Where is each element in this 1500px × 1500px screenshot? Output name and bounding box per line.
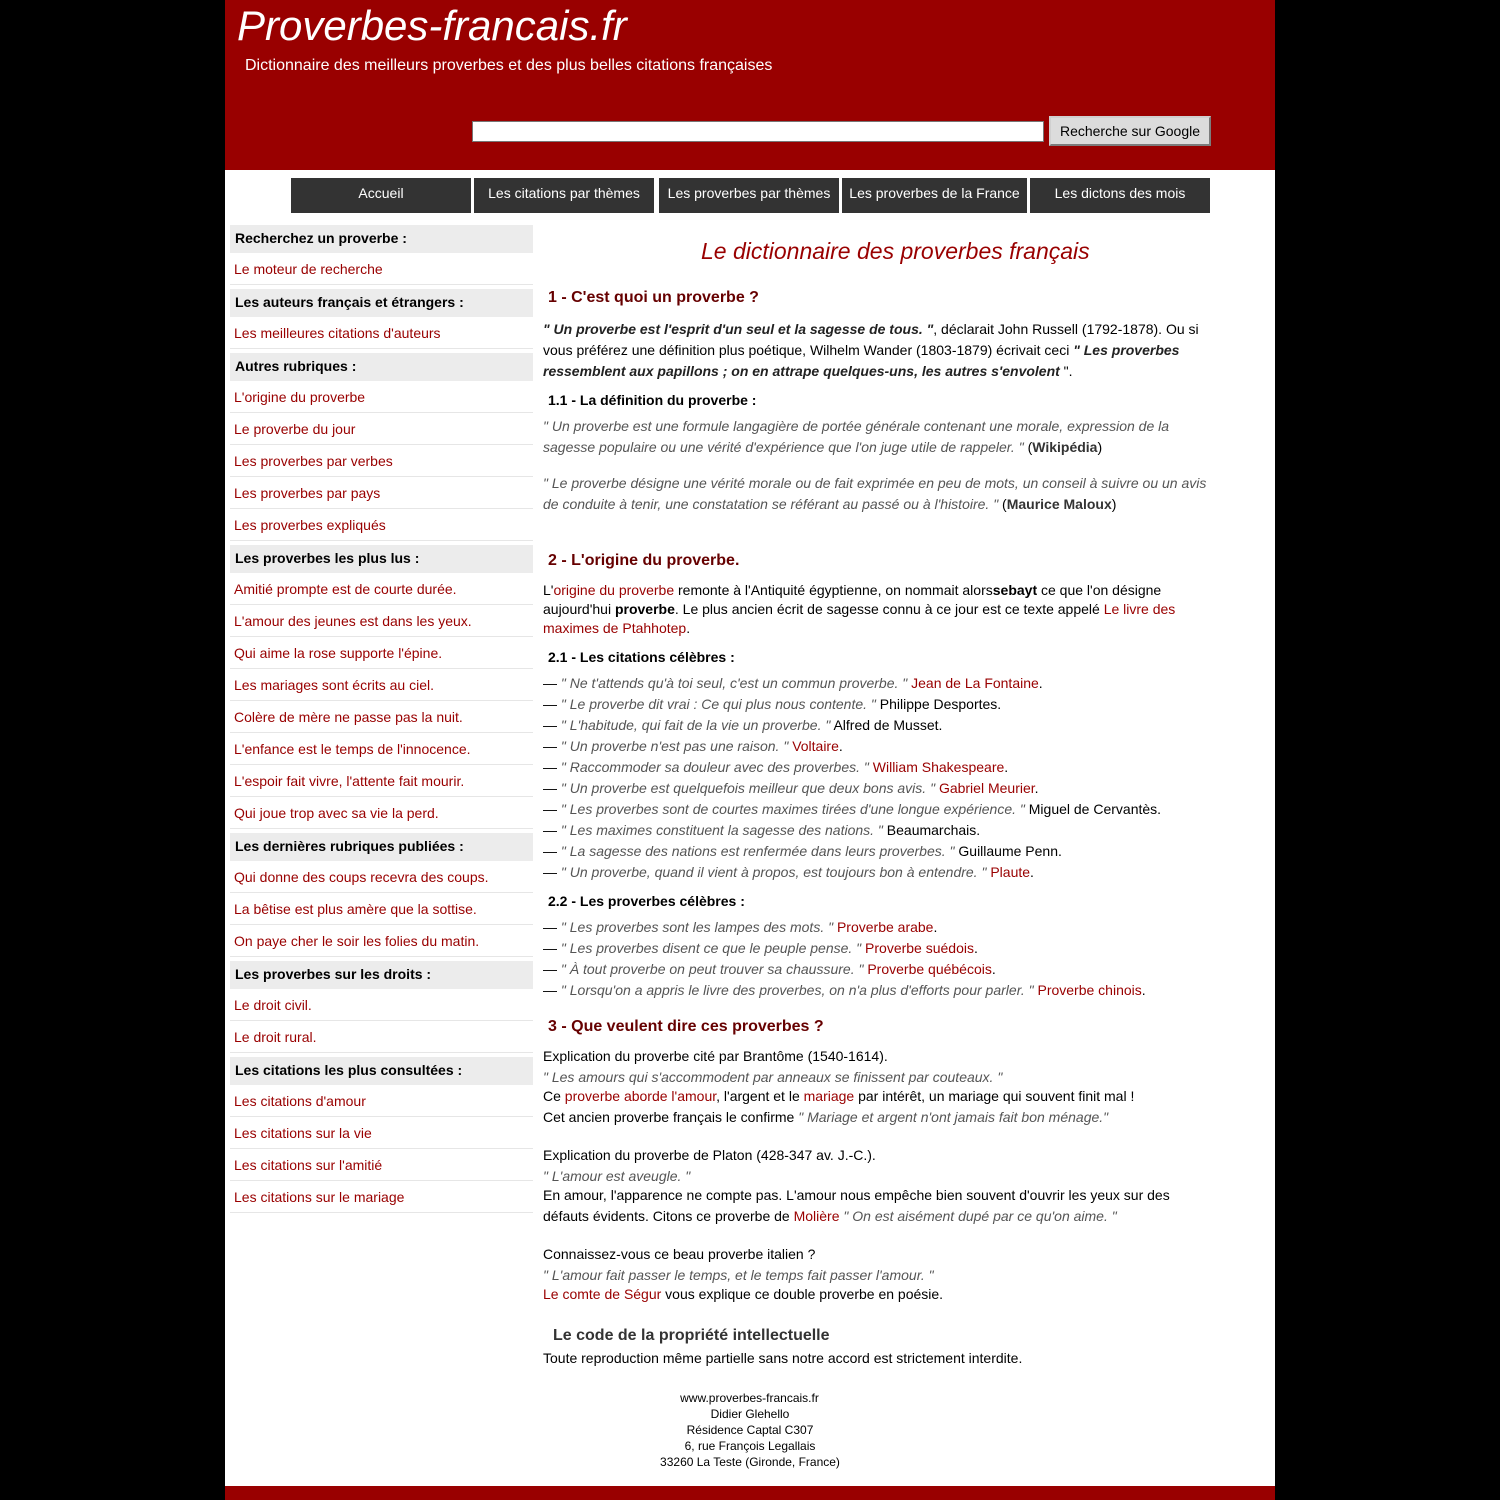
site-subtitle: Dictionnaire des meilleurs proverbes et des plus belles citations françaises bbox=[245, 57, 773, 74]
footer-address bbox=[225, 1390, 1275, 1470]
wander-quote-start: " Les proverbes bbox=[1073, 342, 1180, 358]
quote-text: " Un proverbe n'est pas une raison. " bbox=[560, 738, 789, 754]
author-link[interactable]: Proverbe arabe bbox=[836, 919, 934, 935]
footer-city: 33260 La Teste (Gironde, France) bbox=[660, 1455, 840, 1469]
author-name: Philippe Desportes. bbox=[879, 696, 1002, 712]
quote-text: " Le proverbe dit vrai : Ce qui plus nous contente. " bbox=[560, 696, 876, 712]
sidebar-link[interactable]: L'enfance est le temps de l'innocence. bbox=[230, 735, 533, 765]
sidebar-link[interactable]: Les mariages sont écrits au ciel. bbox=[230, 671, 533, 701]
sidebar-link[interactable]: Les citations d'amour bbox=[230, 1087, 533, 1117]
nav-citations-themes[interactable]: Les citations par thèmes bbox=[474, 178, 654, 213]
em-dash: — bbox=[543, 780, 561, 796]
s3-text: vous explique ce double proverbe en poésie. bbox=[661, 1286, 944, 1302]
proverbe-term: proverbe bbox=[614, 601, 675, 617]
punctuation: . bbox=[973, 940, 978, 956]
definition-2-line-2 bbox=[543, 496, 1116, 512]
sidebar-heading: Recherchez un proverbe : bbox=[230, 225, 533, 253]
punctuation: . bbox=[933, 919, 938, 935]
footer-street: 6, rue François Legallais bbox=[684, 1439, 816, 1453]
site-header bbox=[225, 0, 1275, 170]
quote-text: " Les maximes constituent la sagesse des nations. " bbox=[560, 822, 883, 838]
explanation-1-confirm bbox=[543, 1109, 1108, 1125]
quote-row bbox=[543, 675, 1043, 691]
quote-text: " Les proverbes sont les lampes des mots. " bbox=[560, 919, 834, 935]
sidebar-link[interactable]: Les proverbes par pays bbox=[230, 479, 533, 509]
source-maloux: Maurice Maloux bbox=[1006, 496, 1112, 512]
sidebar-link[interactable]: Colère de mère ne passe pas la nuit. bbox=[230, 703, 533, 733]
em-dash: — bbox=[543, 801, 561, 817]
sidebar-group bbox=[230, 353, 533, 541]
sidebar bbox=[230, 225, 533, 1213]
em-dash: — bbox=[543, 864, 561, 880]
s1-text: ". bbox=[1059, 363, 1073, 379]
nav-proverbes-themes[interactable]: Les proverbes par thèmes bbox=[659, 178, 839, 213]
s2-line-2 bbox=[543, 601, 1175, 617]
punctuation: . bbox=[838, 738, 843, 754]
moliere-quote: " On est aisément dupé par ce qu'on aime. " bbox=[839, 1208, 1117, 1224]
footer-website: www.proverbes-francais.fr bbox=[680, 1391, 819, 1405]
author-link[interactable]: Jean de La Fontaine bbox=[911, 675, 1039, 691]
s2-line-3 bbox=[543, 620, 690, 636]
em-dash: — bbox=[543, 822, 561, 838]
paren: ) bbox=[1111, 496, 1117, 512]
quote-row bbox=[543, 982, 1146, 998]
paren: ) bbox=[1097, 439, 1103, 455]
s3-text: Cet ancien proverbe français le confirme bbox=[543, 1109, 799, 1125]
sidebar-heading: Autres rubriques : bbox=[230, 353, 533, 381]
sidebar-link[interactable]: Le droit rural. bbox=[230, 1023, 533, 1053]
em-dash: — bbox=[543, 940, 561, 956]
em-dash: — bbox=[543, 759, 561, 775]
quote-row bbox=[543, 717, 942, 733]
author-link[interactable]: Plaute bbox=[990, 864, 1031, 880]
search-input[interactable] bbox=[472, 121, 1044, 142]
em-dash: — bbox=[543, 717, 561, 733]
sidebar-link[interactable]: Les proverbes expliqués bbox=[230, 511, 533, 541]
quote-text: " L'habitude, qui fait de la vie un proverbe. " bbox=[560, 717, 831, 733]
sidebar-link[interactable]: Le moteur de recherche bbox=[230, 255, 533, 285]
footer-bar bbox=[225, 1486, 1275, 1500]
sidebar-heading: Les dernières rubriques publiées : bbox=[230, 833, 533, 861]
sidebar-heading: Les proverbes sur les droits : bbox=[230, 961, 533, 989]
sidebar-group bbox=[230, 833, 533, 957]
quote-text: " Lorsqu'on a appris le livre des proverbes, on n'a plus d'efforts pour parler. " bbox=[560, 982, 1034, 998]
author-name: Beaumarchais. bbox=[886, 822, 981, 838]
sidebar-group bbox=[230, 545, 533, 829]
ptahhotep-link[interactable]: maximes de Ptahhotep bbox=[543, 620, 687, 636]
em-dash: — bbox=[543, 696, 561, 712]
definition-2-line-1: " Le proverbe désigne une vérité morale ou de fait exprimée en peu de mots, un conseil à suivre ou un avis bbox=[543, 475, 1207, 491]
copyright-text: Toute reproduction même partielle sans notre accord est strictement interdite. bbox=[543, 1350, 1023, 1366]
s2-text: aujourd'hui bbox=[543, 601, 615, 617]
sidebar-link[interactable]: Les proverbes par verbes bbox=[230, 447, 533, 477]
explanation-3-quote: " L'amour fait passer le temps, et le temps fait passer l'amour. " bbox=[543, 1267, 934, 1283]
quote-row bbox=[543, 940, 978, 956]
explanation-3-intro: Connaissez-vous ce beau proverbe italien ? bbox=[543, 1246, 816, 1262]
sidebar-link[interactable]: L'origine du proverbe bbox=[230, 383, 533, 413]
quote-text: " La sagesse des nations est renfermée dans leurs proverbes. " bbox=[560, 843, 955, 859]
s2-text: remonte à l'Antiquité égyptienne, on nommait alors bbox=[674, 582, 993, 598]
s3-text: par intérêt, un mariage qui souvent finit mal ! bbox=[854, 1088, 1135, 1104]
author-name: Guillaume Penn. bbox=[958, 843, 1062, 859]
sidebar-link[interactable]: Amitié prompte est de courte durée. bbox=[230, 575, 533, 605]
punctuation: . bbox=[991, 961, 996, 977]
nav-proverbes-france[interactable]: Les proverbes de la France bbox=[842, 178, 1027, 213]
quote-row bbox=[543, 759, 1008, 775]
em-dash: — bbox=[543, 675, 561, 691]
segur-link[interactable]: Le comte de Ségur bbox=[543, 1286, 662, 1302]
sidebar-link[interactable]: Les citations sur la vie bbox=[230, 1119, 533, 1149]
author-link[interactable]: William Shakespeare bbox=[872, 759, 1005, 775]
mariage-link[interactable]: mariage bbox=[803, 1088, 855, 1104]
sidebar-heading: Les proverbes les plus lus : bbox=[230, 545, 533, 573]
amour-link[interactable]: proverbe aborde l'amour bbox=[564, 1088, 717, 1104]
nav-dictons-mois[interactable]: Les dictons des mois bbox=[1030, 178, 1210, 213]
ptahhotep-link[interactable]: Le livre des bbox=[1103, 601, 1176, 617]
section-2-heading: 2 - L'origine du proverbe. bbox=[548, 552, 740, 569]
sebayt-term: sebayt bbox=[992, 582, 1038, 598]
definition-1-line-1: " Un proverbe est une formule langagière de portée générale contenant une morale, expression de la bbox=[543, 418, 1170, 434]
quote-row bbox=[543, 780, 1039, 796]
subsection-2-2-heading: 2.2 - Les proverbes célèbres : bbox=[548, 893, 745, 909]
sidebar-group bbox=[230, 289, 533, 349]
s1-text: , déclarait John Russell (1792-1878). Ou si bbox=[933, 321, 1199, 337]
paren: ( bbox=[1027, 439, 1033, 455]
author-link[interactable]: Voltaire bbox=[792, 738, 839, 754]
sidebar-link[interactable]: Les meilleures citations d'auteurs bbox=[230, 319, 533, 349]
quote-text: " À tout proverbe on peut trouver sa chaussure. " bbox=[560, 961, 864, 977]
quote-row bbox=[543, 822, 980, 838]
sidebar-link[interactable]: Les citations sur l'amitié bbox=[230, 1151, 533, 1181]
sidebar-group bbox=[230, 1057, 533, 1213]
definition-2-text: de conduite à tenir, une constatation se référant au passé ou à l'histoire. " bbox=[543, 496, 1003, 512]
copyright-heading: Le code de la propriété intellectuelle bbox=[553, 1327, 830, 1344]
explanation-2-intro: Explication du proverbe de Platon (428-347 av. J.-C.). bbox=[543, 1147, 876, 1163]
quote-text: " Un proverbe est quelquefois meilleur que deux bons avis. " bbox=[560, 780, 936, 796]
section-3-heading: 3 - Que veulent dire ces proverbes ? bbox=[548, 1018, 824, 1035]
nav-accueil[interactable]: Accueil bbox=[291, 178, 471, 213]
em-dash: — bbox=[543, 843, 561, 859]
section-1-heading: 1 - C'est quoi un proverbe ? bbox=[548, 289, 759, 306]
wander-quote-end: ressemblent aux papillons ; on en attrape quelques-uns, les autres s'envolent bbox=[543, 363, 1060, 379]
quote-row bbox=[543, 961, 996, 977]
s2-text: . Le plus ancien écrit de sagesse connu à ce jour est ce texte appelé bbox=[674, 601, 1104, 617]
explanation-3-line bbox=[543, 1286, 943, 1302]
definition-1-text: sagesse populaire ou une vérité d'expérience que l'on juge utile de rappeler. " bbox=[543, 439, 1028, 455]
quote-text: " Raccommoder sa douleur avec des proverbes. " bbox=[560, 759, 869, 775]
sidebar-link[interactable]: Les citations sur le mariage bbox=[230, 1183, 533, 1213]
quote-text: " Ne t'attends qu'à toi seul, c'est un commun proverbe. " bbox=[560, 675, 908, 691]
author-link[interactable]: Proverbe québécois bbox=[867, 961, 992, 977]
punctuation: . bbox=[1030, 864, 1034, 880]
em-dash: — bbox=[543, 919, 561, 935]
sidebar-group bbox=[230, 961, 533, 1053]
sidebar-link[interactable]: La bêtise est plus amère que la sottise. bbox=[230, 895, 533, 925]
s1-line-3 bbox=[543, 363, 1073, 379]
explanation-2-line-2 bbox=[543, 1208, 1117, 1224]
sidebar-link[interactable]: Qui aime la rose supporte l'épine. bbox=[230, 639, 533, 669]
google-search-button[interactable]: Recherche sur Google bbox=[1049, 116, 1211, 146]
sidebar-link[interactable]: Le proverbe du jour bbox=[230, 415, 533, 445]
site-title[interactable]: Proverbes-francais.fr bbox=[237, 2, 627, 49]
explanation-2-quote: " L'amour est aveugle. " bbox=[543, 1168, 691, 1184]
punctuation: . bbox=[1004, 759, 1009, 775]
source-wikipedia: Wikipédia bbox=[1032, 439, 1098, 455]
sidebar-link[interactable]: On paye cher le soir les folies du matin. bbox=[230, 927, 533, 957]
quote-text: " Un proverbe, quand il vient à propos, est toujours bon à entendre. " bbox=[560, 864, 987, 880]
page-title: Le dictionnaire des proverbes français bbox=[701, 238, 1090, 264]
author-link[interactable]: Proverbe suédois bbox=[865, 940, 974, 956]
quote-row bbox=[543, 919, 937, 935]
s1-line-1 bbox=[543, 321, 1199, 337]
author-link[interactable]: Proverbe chinois bbox=[1037, 982, 1142, 998]
explanation-1-line bbox=[543, 1088, 1134, 1104]
sidebar-link[interactable]: L'amour des jeunes est dans les yeux. bbox=[230, 607, 533, 637]
explanation-1-quote: " Les amours qui s'accommodent par anneaux se finissent par couteaux. " bbox=[543, 1069, 1003, 1085]
moliere-link[interactable]: Molière bbox=[793, 1208, 840, 1224]
s2-text: . bbox=[686, 620, 691, 636]
footer-name: Didier Glehello bbox=[710, 1407, 790, 1421]
footer-residence: Résidence Captal C307 bbox=[686, 1423, 814, 1437]
sidebar-link[interactable]: L'espoir fait vivre, l'attente fait mourir. bbox=[230, 767, 533, 797]
subsection-2-1-heading: 2.1 - Les citations célèbres : bbox=[548, 649, 735, 665]
sidebar-link[interactable]: Qui donne des coups recevra des coups. bbox=[230, 863, 533, 893]
quote-row bbox=[543, 864, 1034, 880]
s2-line-1 bbox=[543, 582, 1161, 598]
quote-row bbox=[543, 843, 1062, 859]
mariage-quote: " Mariage et argent n'ont jamais fait bon ménage." bbox=[798, 1109, 1109, 1125]
paren: ( bbox=[1002, 496, 1007, 512]
em-dash: — bbox=[543, 738, 561, 754]
em-dash: — bbox=[543, 982, 561, 998]
s1-text: vous préférez une définition plus poétique, Wilhelm Wander (1803-1879) écrivait ceci bbox=[543, 342, 1074, 358]
quote-text: " Les proverbes sont de courtes maximes tirées d'une longue expérience. " bbox=[560, 801, 1025, 817]
s1-line-2 bbox=[543, 342, 1179, 358]
punctuation: . bbox=[1038, 675, 1043, 691]
quote-row bbox=[543, 738, 843, 754]
em-dash: — bbox=[543, 961, 561, 977]
punctuation: . bbox=[1034, 780, 1039, 796]
punctuation: . bbox=[1141, 982, 1146, 998]
author-name: Alfred de Musset. bbox=[833, 717, 943, 733]
s3-text: Ce bbox=[543, 1088, 565, 1104]
quote-row bbox=[543, 696, 1001, 712]
author-link[interactable]: Gabriel Meurier bbox=[938, 780, 1035, 796]
origine-link[interactable]: origine du proverbe bbox=[553, 582, 675, 598]
sidebar-heading: Les auteurs français et étrangers : bbox=[230, 289, 533, 317]
s3-text: défauts évidents. Citons ce proverbe de bbox=[543, 1208, 794, 1224]
quote-row bbox=[543, 801, 1161, 817]
subsection-1-1-heading: 1.1 - La définition du proverbe : bbox=[548, 392, 757, 408]
quote-text: " Les proverbes disent ce que le peuple pense. " bbox=[560, 940, 862, 956]
explanation-2-line-1: En amour, l'apparence ne compte pas. L'amour nous empêche bien souvent d'ouvrir les yeux sur des bbox=[543, 1187, 1170, 1203]
author-name: Miguel de Cervantès. bbox=[1028, 801, 1162, 817]
explanation-1-intro: Explication du proverbe cité par Brantôme (1540-1614). bbox=[543, 1048, 888, 1064]
definition-1-line-2 bbox=[543, 439, 1102, 455]
s2-text: L' bbox=[543, 582, 554, 598]
page bbox=[225, 0, 1275, 1500]
russell-quote: " Un proverbe est l'esprit d'un seul et la sagesse de tous. " bbox=[543, 321, 934, 337]
sidebar-link[interactable]: Qui joue trop avec sa vie la perd. bbox=[230, 799, 533, 829]
sidebar-link[interactable]: Le droit civil. bbox=[230, 991, 533, 1021]
s2-text: ce que l'on désigne bbox=[1037, 582, 1162, 598]
s3-text: , l'argent et le bbox=[716, 1088, 804, 1104]
sidebar-group bbox=[230, 225, 533, 285]
sidebar-heading: Les citations les plus consultées : bbox=[230, 1057, 533, 1085]
